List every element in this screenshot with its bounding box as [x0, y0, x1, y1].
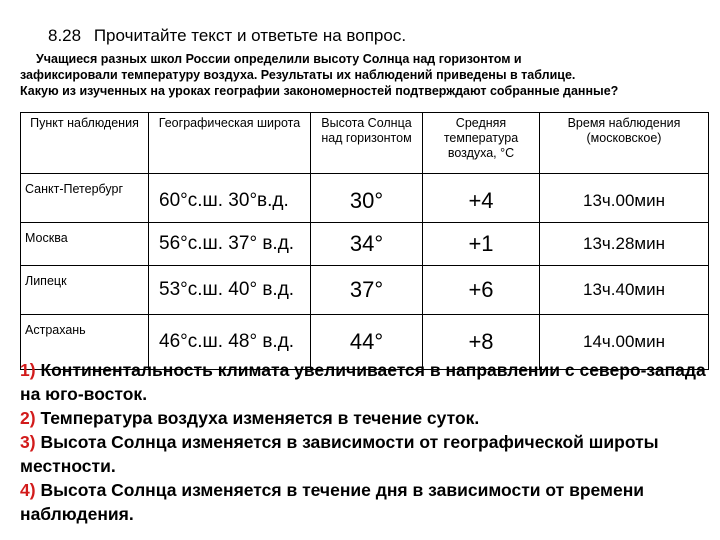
intro-text	[20, 51, 700, 99]
altitude-cell: 30°	[311, 174, 423, 223]
header-time: Время наблюдения (московское)	[540, 113, 709, 174]
city-cell: Астрахань	[21, 315, 149, 370]
altitude-cell: 44°	[311, 315, 423, 370]
table-row	[21, 266, 709, 315]
answer-number: 4)	[20, 480, 36, 500]
header-point: Пункт наблюдения	[21, 113, 149, 174]
coords-cell: 53°с.ш. 40° в.д.	[149, 266, 311, 315]
temperature-cell: +1	[423, 223, 540, 266]
question-title: Прочитайте текст и ответьте на вопрос.	[93, 26, 407, 45]
temperature-cell: +8	[423, 315, 540, 370]
answer-number: 1)	[20, 360, 36, 380]
city-cell: Липецк	[21, 266, 149, 315]
question-number: 8.28	[48, 26, 82, 45]
answer-option-1	[20, 358, 710, 406]
table-header-row	[21, 113, 709, 174]
temperature-cell: +6	[423, 266, 540, 315]
city-cell: Москва	[21, 223, 149, 266]
time-cell: 13ч.40мин	[540, 266, 709, 315]
answer-text: Высота Солнца изменяется в течение дня в зависимости от времени наблюдения.	[20, 480, 645, 524]
answer-option-3	[20, 430, 710, 478]
time-cell: 13ч.28мин	[540, 223, 709, 266]
answer-number: 2)	[20, 408, 36, 428]
answer-options	[20, 358, 710, 526]
header-temperature: Средняя температура воздуха, °С	[423, 113, 540, 174]
answer-option-4	[20, 478, 710, 526]
altitude-cell: 37°	[311, 266, 423, 315]
coords-cell: 56°с.ш. 37° в.д.	[149, 223, 311, 266]
time-cell: 13ч.00мин	[540, 174, 709, 223]
temperature-cell: +4	[423, 174, 540, 223]
city-cell: Санкт-Петербург	[21, 174, 149, 223]
intro-line: Какую из изученных на уроках географии закономерностей подтверждают собранные данные?	[20, 84, 619, 98]
answer-number: 3)	[20, 432, 36, 452]
header-sun-altitude: Высота Солнца над горизонтом	[311, 113, 423, 174]
answer-text: Континентальность климата увеличивается в направлении с северо-запада на юго-восток.	[20, 360, 706, 404]
time-cell: 14ч.00мин	[540, 315, 709, 370]
answer-option-2	[20, 406, 710, 430]
coords-cell: 60°с.ш. 30°в.д.	[149, 174, 311, 223]
intro-line: Учащиеся разных школ России определили высоту Солнца над горизонтом и	[36, 52, 522, 66]
observations-table	[20, 112, 709, 370]
answer-text: Температура воздуха изменяется в течение суток.	[40, 408, 480, 428]
answer-text: Высота Солнца изменяется в зависимости от географической широты местности.	[20, 432, 659, 476]
table-row	[21, 174, 709, 223]
coords-cell: 46°с.ш. 48° в.д.	[149, 315, 311, 370]
header-latitude: Географическая широта	[149, 113, 311, 174]
table-row	[21, 223, 709, 266]
intro-line: зафиксировали температуру воздуха. Результаты их наблюдений приведены в таблице.	[20, 68, 576, 82]
altitude-cell: 34°	[311, 223, 423, 266]
question-heading	[48, 26, 406, 46]
